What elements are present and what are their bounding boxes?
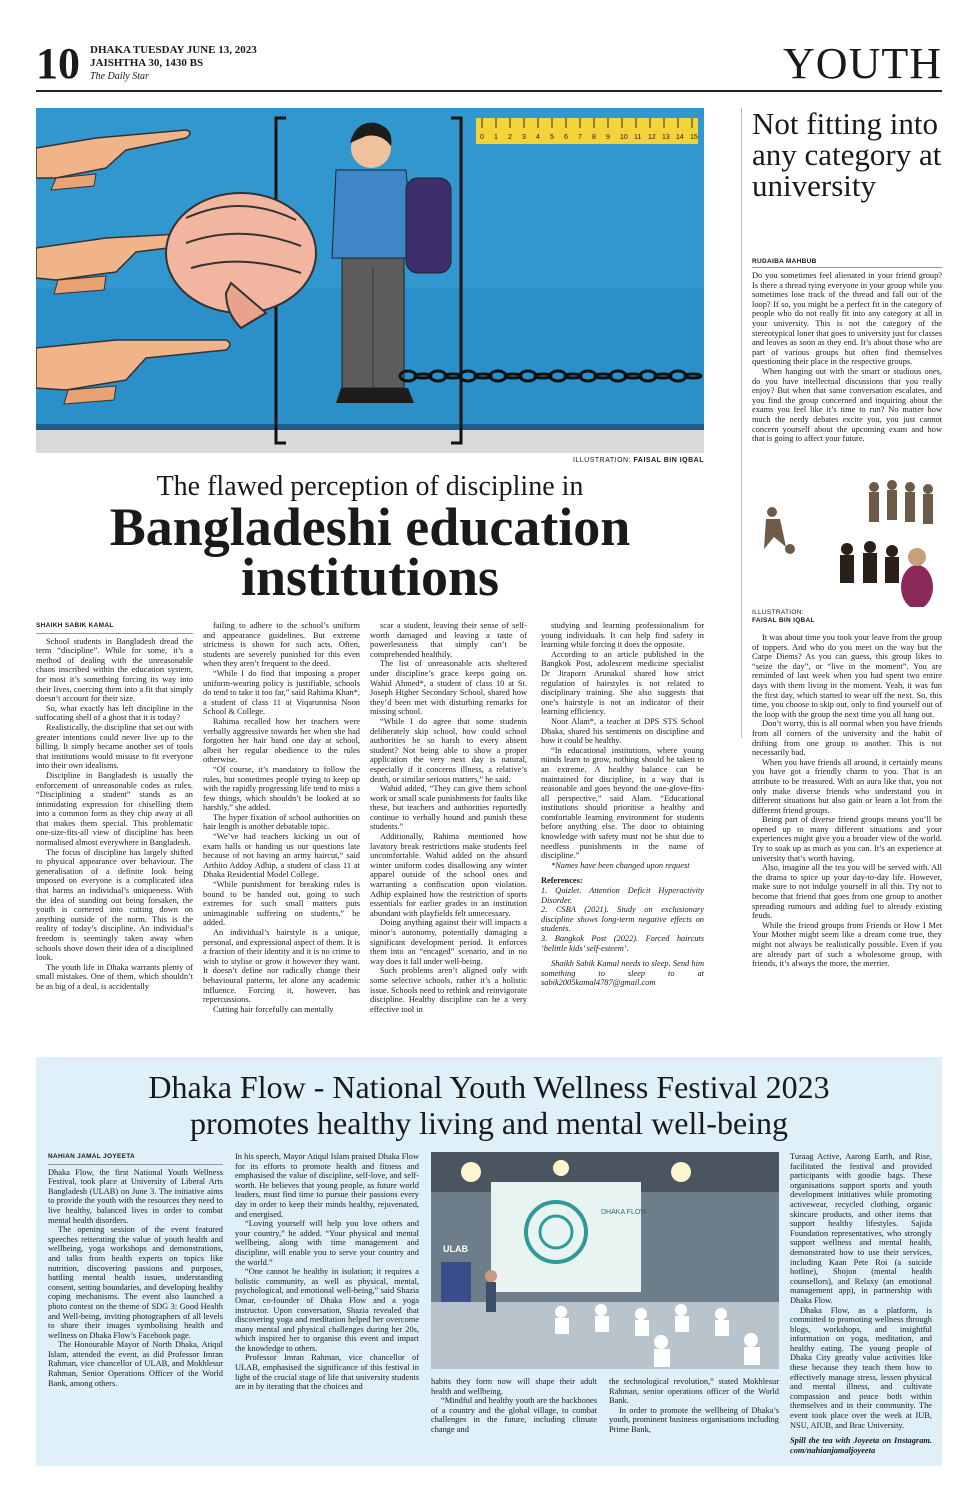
paragraph: Professor Imran Rahman, vice chancellor of ULAB, emphasised the significance of this festival in light of the crucial stage of life that university students are in by iterating that the choices and	[235, 1353, 419, 1392]
festival-feature	[36, 1057, 942, 1466]
story-col1-paras	[36, 637, 193, 992]
references-heading: References:	[541, 876, 583, 886]
paragraph: It was about time you took your leave from the group of toppers. And who do you meet on the way but the Carpe Diems? As you can guess, this group likes to “seize the day”, or “live in the moment”. You are reminded of last week when you had spent two entire days with them living in the moment. Yeah, it was fun the first day, which started to wear off the next. So, this time, you choose to skip out, only to find yourself out of the loop with the group the next time you all hang out.	[752, 633, 942, 719]
references-list	[541, 886, 704, 953]
paragraph: So, what exactly has left discipline in the suffocating shell of a ghost that it is today?	[36, 703, 193, 723]
discipline-illustration-graphic	[36, 108, 704, 453]
paragraph: In his speech, Mayor Atiqul Islam praised Dhaka Flow for its efforts to promote health and fitness and emphasised the value of discipline, self-love, and self-worth. He believes that young people, as future world leaders, must find time to pursue their passions every day in order to keep their minds healthy, rejuvenated, and energised.	[235, 1152, 419, 1219]
paragraph: An individual’s hairstyle is a unique, personal, and expressional aspect of them. It is a fraction of their identity and it is no crime to wish to stylise or grow it however they want. It doesn’t define nor radically change their behavioural patterns, let alone any academic influence. Forcing it, however, has repercussions.	[203, 928, 360, 1005]
paragraph: The focus of discipline has largely shifted to physical appearance over behaviour. The generalisation of a definite look being imposed on everyone is a complicated idea that harms an individual’s uniqueness. With the idea of standing out being forsaken, the youth is cornered into cutting down on anything outside of the norm. This is the reality of today’s discipline. An individual’s freedom is seemingly taken away when schools shove down their idea of a disciplined look.	[36, 847, 193, 963]
illustration-credit-name: FAISAL BIN IQBAL	[633, 457, 704, 464]
paragraph: Rahima recalled how her teachers were verbally aggressive towards her when she had forgotten her hair band one day at school, albeit her regular obedience to the rules otherwise.	[203, 716, 360, 765]
sidebar-credit-label: ILLUSTRATION:	[752, 609, 804, 616]
feature-byline: NAHIAN JAMAL JOYEETA	[48, 1152, 223, 1165]
paragraph: 2. CSBA (2021). Study on exclusionary discipline shows long-term negative effects on students.	[541, 905, 704, 934]
paragraph: “While I do find that imposing a proper uniform-wearing policy is justifiable, schools do tend to take it too far,” said Rahima Khan*, a student of class 11 at Viqarunnisa Noon School & College.	[203, 668, 360, 717]
story-col2-paras	[203, 621, 360, 1014]
paragraph: “While punishment for breaking rules is bound to be handed out, going to such extremes for such small matters puts unimaginable suffering on students,” he added.	[203, 880, 360, 928]
feature-column-1	[48, 1152, 223, 1388]
paragraph: “Loving yourself will help you love others and your country,” he added. “Your physical and mental wellbeing, along with time management and discipline, will enable you to serve your country and the world.”	[235, 1219, 419, 1267]
paragraph: Dhaka Flow, as a platform, is committed to promoting wellness through blogs, workshops, and insightful information on yoga, meditation, and healthy eating. The young people of Dhaka City greatly value activities like these because they teach them how to effectively manage stress, lessen physical and mental illness, and cultivate compassion and peace both within themselves and in their community. The event took place over the week at IUB, NSU, AIUB, and Brac University.	[790, 1305, 932, 1430]
paragraph: Also, imagine all the tea you will be served with. All the drama to spice up your day-to-day life. However, make sure to not indulge yourself in all this. Try not to become that friend that goes from one group to another spreading rumours and adding fuel to already existing feuds.	[752, 863, 942, 921]
feature-title-line2: promotes healthy living and mental well-being	[189, 1105, 789, 1141]
sidebar-divider	[741, 108, 742, 738]
sidebar-text-bottom	[752, 633, 942, 969]
date-line: DHAKA TUESDAY JUNE 13, 2023	[90, 44, 257, 56]
story-kicker: The flawed perception of discipline in	[156, 471, 584, 502]
feature-column-3	[431, 1377, 597, 1435]
page-number: 10	[36, 39, 80, 88]
paragraph: “We’ve had teachers kicking us out of exam halls or handing us our questions late because of not having an army haircut,” said Arthito Addoy Adhip, a student of class 11 at Dhaka Residential Model College.	[203, 832, 360, 880]
paragraph: When hanging out with the smart or studious ones, do you have intellectual discussions that you really enjoy? But when that same conversation escalates, and you find the group concerned and inquiring about the exams you feel like it’s time to run? No matter how much the nerdy debates excite you, you just cannot concern yourself about the upcoming exam and how that is going to affect your future.	[752, 366, 942, 444]
paragraph: According to an article published in the Bangkok Post, adolescent medicine specialist Dr Jiraporn Arunakul shared how strict regulation of hairstyles is not related to disciplinary training. She also suggests that one’s hairstyle is not an indicator of their learning efficiency.	[541, 649, 704, 717]
ruler-number: 15	[690, 134, 698, 141]
sidebar-illustration	[752, 477, 942, 607]
ruler-number: 9	[606, 134, 610, 141]
paragraph: Do you sometimes feel alienated in your friend group? Is there a thread tying everyone in your group while you sometimes lose track of the thread and fall out of the loop? If so, you might be a perfect fit in the category of people who do not really fit into any category at all in your university. This is not the category of the stereotypical loner that goes to university just for classes and leaves as soon as they end. It’s about those who are part of various groups but often find themselves questioning their place in the respective groups.	[752, 271, 942, 367]
feature-col2-paras	[235, 1152, 419, 1392]
feature-col1-paras	[48, 1168, 223, 1389]
ruler-number: 13	[662, 134, 670, 141]
sidebar-illustration-credit	[752, 609, 942, 625]
photo-screen-text: DHAKA FLOW	[601, 1209, 647, 1216]
ruler-number: 0	[480, 134, 484, 141]
feature-title	[36, 1069, 942, 1141]
sidebar-text-top	[752, 271, 942, 444]
illustration-credit-label: ILLUSTRATION:	[572, 457, 632, 464]
names-changed-note: *Names have been changed upon request	[551, 860, 690, 870]
festival-photo-graphic	[431, 1152, 779, 1369]
ruler-number: 8	[592, 134, 596, 141]
friend-groups-graphic	[752, 477, 942, 607]
ruler-number: 11	[634, 134, 642, 141]
paragraph: The hyper fixation of school authorities on hair length is another debatable topic.	[203, 812, 360, 832]
story-column-4	[541, 621, 704, 988]
paragraph: “In educational institutions, where young minds learn to grow, nothing should be taken to an extreme. A healthy balance can be maintained for discipline, in a way that is reasonable and goes beyond the one-glove-fits-all perspective,” said Alam. “Educational institutions should prioritise a healthy and comfortable learning environment for students before anything else. The door to obtaining knowledge with safety must not be shut due to needless punishments in the name of discipline.”	[541, 745, 704, 861]
feature-column-5	[790, 1152, 932, 1455]
paragraph: Turaag Active, Aarong Earth, and Rise, facilitated the festival and provided participants with goodie bags. These organisations support sports and youth development initiatives while promoting activewear, recycled clothing, organic skincare products, and other items that support healthy lifestyles. Sajida Foundation representatives, who strongly support wellness and mental health, demonstrated how to use their services, including Kaan Pete Roi (a suicide hotline), Shojon (mental health counsellors), and Relaxy (an emotional management app), in partnership with Dhaka Flow.	[790, 1152, 932, 1305]
sidebar-credit-name: FAISAL BIN IQBAL	[752, 617, 815, 624]
ruler-number: 3	[522, 134, 526, 141]
paragraph: Don’t worry, this is all normal when you have friends from all corners of the university and the habit of drifting from one group to another. This is not necessarily bad.	[752, 719, 942, 758]
story-column-2	[203, 621, 360, 1014]
paragraph: Such problems aren’t aligned only with some selective schools, rather it’s a holistic issue. Schools need to rethink and reinvigorate discipline. Healthy discipline can be a very effective tool in	[370, 966, 527, 1014]
masthead	[36, 40, 942, 92]
paragraph: While the friend groups from Friends or How I Met Your Mother might seem like a dream come true, they might not always be realistically possible. Even if you are already part of such a wholesome group, with friends, it’s always the more, the merrier.	[752, 920, 942, 969]
paragraph: Cutting hair forcefully can mentally	[213, 1004, 334, 1014]
paragraph: “While I do agree that some students deliberately skip school, how could school authorities be so harsh to every absent student? Not being able to show a proper application the very next day is natural, especially if it concerns illness, a relative’s death, or similar serious matters,” he said.	[370, 716, 527, 784]
date-block	[90, 44, 257, 83]
sidebar-title: Not fitting into any category at university	[752, 106, 942, 203]
sidebar-top-paras	[752, 271, 942, 444]
paragraph: Doing anything against their will impacts a minor’s autonomy, potentially damaging a significant development period. It enforces them into an “encaged” scenario, and in no way does it fall under well-being.	[370, 918, 527, 966]
main-illustration	[36, 108, 704, 453]
photo-ulab-sign: ULAB	[443, 1244, 468, 1254]
story-byline: SHAIKH SABIK KAMAL	[36, 621, 193, 634]
paragraph: School students in Bangladesh dread the term “discipline”. While for some, it’s a method of dealing with the unreasonable chaos inscribed within the education system, for most it’s something forcing its way into their lives, coercing them into a fit that simply doesn’t account for their size.	[36, 636, 193, 704]
feature-col3-paras	[431, 1377, 597, 1435]
chain-graphic	[400, 371, 701, 381]
bangla-date-line: JAISHTHA 30, 1430 BS	[90, 57, 204, 69]
paragraph: The Honourable Mayor of North Dhaka, Atiqul Islam, attended the event, as did Professor Imran Rahman, vice chancellor of ULAB, and Mokhlesur Rahman, Senior Operations Officer of the World Bank, among others.	[48, 1340, 223, 1388]
paragraph: Being part of diverse friend groups means you’ll be opened up to many different situations and your experiences might give you a broader view of the world. Try to soak up as much as you can. It’s an experience at university that’s worth having.	[752, 815, 942, 863]
author-note: Shaikh Sabik Kamal needs to sleep. Send him something to sleep to at sabik2005kamal4787@gmail.com	[541, 959, 704, 988]
paragraph: studying and learning professionalism for young individuals. It can help find safety in learning while forcing it does the opposite.	[541, 621, 704, 650]
sidebar-bottom-paras	[752, 633, 942, 969]
paragraph: “Mindful and healthy youth are the backbones of a country and the global village, to combat challenges in the future, including climate change and	[431, 1396, 597, 1434]
ruler-number: 14	[676, 134, 684, 141]
paragraph: The list of unreasonable acts sheltered under discipline’s grace keeps going on. Wahid Ahmed*, a student of class 10 at St. Joseph Higher Secondary School, shared how they’d been met with disturbing remarks for missing school.	[370, 659, 527, 717]
ruler-number: 10	[620, 134, 628, 141]
festival-photo	[431, 1152, 779, 1369]
story-column-3	[370, 621, 527, 1014]
paragraph: The opening session of the event featured speeches reiterating the value of youth health and wellbeing, yoga workshops and demonstrations, and talks from health experts on topics like nutrition, discovering passions and purposes, battling mental health issues, understanding consent, setting boundaries, and developing healthy coping mechanisms. The event also launched a photo contest on the theme of SDG 3: Good Health and Well-being, inviting photographers of all levels to share their images symbolising health and wellness on Dhaka Flow’s Facebook page.	[48, 1225, 223, 1340]
feature-author-note: Spill the tea with Joyeeta on Instagram. com/nahianjamaljoyeeta	[790, 1436, 932, 1455]
feature-column-4	[609, 1377, 779, 1435]
paper-name: The Daily Star	[90, 71, 149, 82]
paragraph: Dhaka Flow, the first National Youth Wellness Festival, took place at University of Liberal Arts Bangladesh (ULAB) on June 3. The initiative aims to provide the youth with the resources they need to live healthy, balanced lives in order to combat mental health disorders.	[48, 1167, 223, 1225]
feature-column-2	[235, 1152, 419, 1392]
paragraph: scar a student, leaving their sense of self-worth damaged and leaving a taste of powerlessness that simply can’t be comprehended healthily.	[370, 621, 527, 659]
story-col4-paras	[541, 621, 704, 861]
paragraph: In order to promote the wellbeing of Dhaka’s youth, prominent business organisations including Prime Bank,	[609, 1405, 779, 1434]
story-column-1	[36, 621, 193, 992]
story-headline: Bangladeshi education institutions	[109, 497, 631, 607]
paragraph: 1. Quizlet. Attention Deficit Hyperactivity Disorder.	[541, 886, 704, 905]
section-title: YOUTH	[783, 39, 942, 88]
sidebar-byline: RUDAIBA MAHBUB	[752, 258, 942, 268]
feature-col4-paras	[609, 1377, 779, 1435]
paragraph: Wahid added, “They can give them school work or small scale punishments for faults like these, but teachers and authorities reportedly continue to verbally hound and punish these students.”	[370, 784, 527, 832]
story-col3-paras	[370, 621, 527, 1014]
feature-title-line1: Dhaka Flow - National Youth Wellness Festival 2023	[148, 1069, 830, 1105]
paragraph: When you have friends all around, it certainly means you have got a friendly charm to you. That is an attribute to be treasured. With an aura like that, you not only make diverse friends who understand you in different situations but also gain or learn a lot from the different friend groups.	[752, 757, 942, 815]
paragraph: “Of course, it’s mandatory to follow the rules, but sometimes people trying to keep up with the rapidly progressing life tend to miss a few things, which shouldn’t be looked at so harshly,” she added.	[203, 764, 360, 813]
ruler-number: 1	[494, 134, 498, 141]
paragraph: The youth life in Dhaka warrants plenty of small mistakes. One of them, which shouldn’t be as big of a deal, is accidentally	[36, 962, 193, 991]
paragraph: the technological revolution,” stated Mokhlesur Rahman, senior operations officer of the World Bank.	[609, 1377, 779, 1406]
ruler-number: 12	[648, 134, 656, 141]
paragraph: Additionally, Rahima mentioned how lavatory break restrictions make students feel uncomfortable. Wahid added on the absurd winter uniform codes disallowing any winter apparel outside of the school ones and warranting a confiscation upon violation. Adhip explained how the restriction of sports essentials for earlier grades in an institution abundant with playfields felt unnecessary.	[370, 832, 527, 918]
paragraph: failing to adhere to the school’s uniform and appearance guidelines. But extreme strictness is shown for such acts. Often, students are severely punished for this even when they aren’t frequent to the deed.	[203, 621, 360, 669]
paragraph: “One cannot be healthy in isolation; it requires a holistic community, as well as physical, mental, psychological, and emotional well-being,” said Shazia Omar, co-founder of Dhaka Flow and a yoga instructor. Upon conversation, Shazia revealed that discovering yoga and meditation helped her overcome many mental and physical challenges during her 20s, which inspired her to organise this event and impart the knowledge to others.	[235, 1267, 419, 1353]
ruler-number: 7	[578, 134, 582, 141]
ruler-number: 6	[564, 134, 568, 141]
paragraph: Realistically, the discipline that set out with greater intentions could never live up to the billing. It simply became another set of tools that institutions would misuse to fit everyone into their own idealisms.	[36, 722, 193, 771]
illustration-credit	[36, 457, 704, 464]
paragraph: Noor Alam*, a teacher at DPS STS School Dhaka, shared his sentiments on discipline and how it could be healthy.	[541, 716, 704, 746]
ruler-number: 2	[508, 134, 512, 141]
ruler-number: 4	[536, 134, 540, 141]
ruler-number: 5	[550, 134, 554, 141]
feature-col5-paras	[790, 1152, 932, 1430]
paragraph: 3. Bangkok Post (2022). Forced haircuts ‘belittle kids’ self-esteem’.	[541, 934, 704, 953]
paragraph: habits they form now will shape their adult health and wellbeing.	[431, 1377, 597, 1396]
paragraph: Discipline in Bangladesh is usually the enforcement of unreasonable codes as rules. “Disciplining a student” stands as an intimidating expression for chiselling them into a common form as they chip away at all that makes them special. This problematic one-size-fits-all view of discipline has been normalised almost everywhere in Bangladesh.	[36, 770, 193, 848]
